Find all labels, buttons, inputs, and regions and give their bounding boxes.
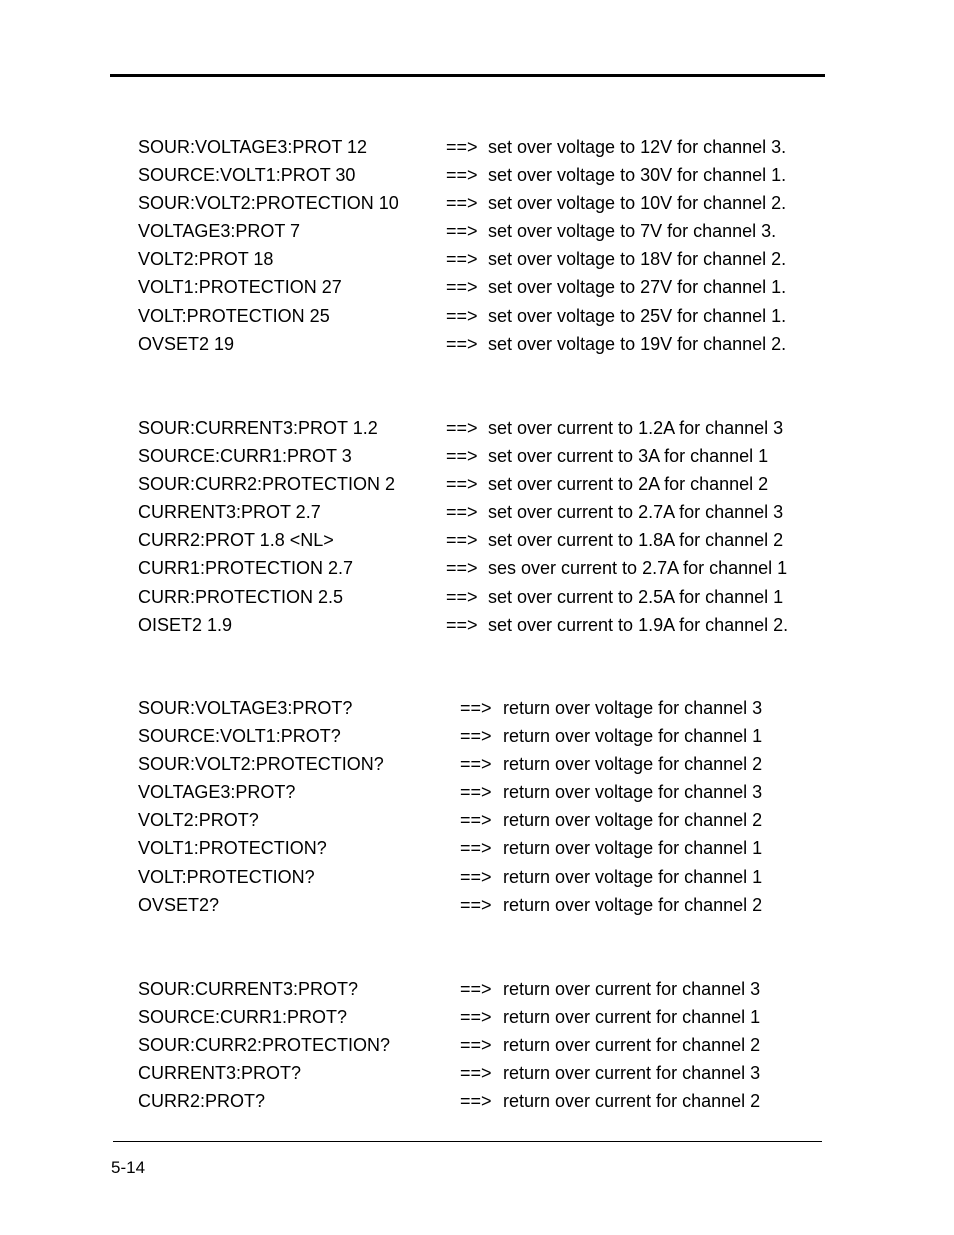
- command-row: [0, 867, 954, 895]
- command-description: set over current to 2.7A for channel 3: [488, 502, 784, 523]
- command-row: [0, 474, 954, 502]
- command-description: set over current to 1.9A for channel 2.: [488, 614, 789, 635]
- command-text: VOLT:PROTECTION 25: [138, 305, 330, 326]
- command-text: VOLT:PROTECTION?: [138, 866, 315, 887]
- command-row: [0, 306, 954, 334]
- command-text: VOLTAGE3:PROT?: [138, 782, 296, 803]
- arrow-symbol: ==>: [460, 838, 492, 859]
- command-description: return over voltage for channel 1: [503, 726, 763, 747]
- command-description: return over current for channel 1: [503, 1007, 761, 1028]
- arrow-symbol: ==>: [446, 165, 478, 186]
- command-row: [0, 615, 954, 643]
- command-row: [0, 782, 954, 810]
- command-row: [0, 249, 954, 277]
- over-voltage-query-section: [0, 698, 954, 923]
- command-row: [0, 1063, 954, 1091]
- arrow-symbol: ==>: [460, 894, 492, 915]
- page-number: 5-14: [111, 1158, 146, 1177]
- command-row: [0, 277, 954, 305]
- command-description: set over current to 3A for channel 1: [488, 446, 769, 467]
- arrow-symbol: ==>: [460, 1091, 492, 1112]
- command-description: return over current for channel 2: [503, 1035, 761, 1056]
- command-text: CURRENT3:PROT 2.7: [138, 502, 321, 523]
- command-row: [0, 810, 954, 838]
- arrow-symbol: ==>: [446, 586, 478, 607]
- command-text: SOUR:CURR2:PROTECTION 2: [138, 474, 396, 495]
- command-row: [0, 446, 954, 474]
- arrow-symbol: ==>: [446, 221, 478, 242]
- arrow-symbol: ==>: [460, 866, 492, 887]
- command-row: [0, 1007, 954, 1035]
- command-text: SOUR:CURR2:PROTECTION?: [138, 1035, 391, 1056]
- arrow-symbol: ==>: [460, 754, 492, 775]
- arrow-symbol: ==>: [460, 1063, 492, 1084]
- over-voltage-set-section: [0, 137, 954, 362]
- command-text: SOUR:VOLT2:PROTECTION?: [138, 754, 384, 775]
- command-description: return over voltage for channel 1: [503, 866, 763, 887]
- command-text: SOURCE:VOLT1:PROT?: [138, 726, 341, 747]
- arrow-symbol: ==>: [446, 193, 478, 214]
- arrow-symbol: ==>: [460, 1035, 492, 1056]
- command-description: return over voltage for channel 1: [503, 838, 763, 859]
- command-row: [0, 754, 954, 782]
- arrow-symbol: ==>: [446, 137, 478, 157]
- arrow-symbol: ==>: [460, 726, 492, 747]
- arrow-symbol: ==>: [446, 277, 478, 298]
- command-text: SOUR:CURRENT3:PROT 1.2: [138, 418, 378, 438]
- command-description: return over voltage for channel 2: [503, 894, 763, 915]
- command-description: set over voltage to 10V for channel 2.: [488, 193, 787, 214]
- command-text: VOLT2:PROT 18: [138, 249, 274, 270]
- command-row: [0, 698, 954, 726]
- arrow-symbol: ==>: [460, 782, 492, 803]
- arrow-symbol: ==>: [446, 558, 478, 579]
- command-row: [0, 530, 954, 558]
- command-text: SOURCE:VOLT1:PROT 30: [138, 165, 356, 186]
- header-rule: [110, 74, 825, 77]
- command-description: set over voltage to 18V for channel 2.: [488, 249, 787, 270]
- command-row: [0, 165, 954, 193]
- command-text: CURR1:PROTECTION 2.7: [138, 558, 354, 579]
- command-description: set over voltage to 30V for channel 1.: [488, 165, 787, 186]
- command-text: VOLT2:PROT?: [138, 810, 259, 831]
- command-text: VOLTAGE3:PROT 7: [138, 221, 301, 242]
- command-row: [0, 979, 954, 1007]
- command-text: SOURCE:CURR1:PROT 3: [138, 446, 352, 467]
- over-current-set-section: [0, 418, 954, 643]
- arrow-symbol: ==>: [460, 979, 492, 999]
- command-row: [0, 726, 954, 754]
- command-row: [0, 418, 954, 446]
- command-description: set over voltage to 7V for channel 3.: [488, 221, 777, 242]
- command-text: SOUR:CURRENT3:PROT?: [138, 979, 359, 999]
- command-row: [0, 334, 954, 362]
- command-row: [0, 1091, 954, 1119]
- command-text: CURRENT3:PROT?: [138, 1063, 302, 1084]
- command-text: VOLT1:PROTECTION?: [138, 838, 327, 859]
- command-row: [0, 137, 954, 165]
- command-text: OISET2 1.9: [138, 614, 233, 635]
- command-text: SOUR:VOLTAGE3:PROT?: [138, 698, 353, 718]
- command-description: return over voltage for channel 2: [503, 810, 763, 831]
- command-row: [0, 895, 954, 923]
- over-current-query-section: [0, 979, 954, 1119]
- command-description: set over voltage to 12V for channel 3.: [488, 137, 787, 157]
- command-description: return over current for channel 3: [503, 1063, 761, 1084]
- command-description: set over current to 1.2A for channel 3: [488, 418, 784, 438]
- command-text: CURR:PROTECTION 2.5: [138, 586, 344, 607]
- command-description: return over current for channel 3: [503, 979, 761, 999]
- arrow-symbol: ==>: [446, 614, 478, 635]
- arrow-symbol: ==>: [446, 474, 478, 495]
- command-row: [0, 1035, 954, 1063]
- command-description: set over voltage to 19V for channel 2.: [488, 333, 787, 354]
- command-description: set over current to 2.5A for channel 1: [488, 586, 784, 607]
- command-row: [0, 221, 954, 249]
- command-text: SOURCE:CURR1:PROT?: [138, 1007, 348, 1028]
- command-description: set over current to 2A for channel 2: [488, 474, 769, 495]
- command-text: OVSET2 19: [138, 333, 235, 354]
- command-text: SOUR:VOLT2:PROTECTION 10: [138, 193, 399, 214]
- arrow-symbol: ==>: [446, 305, 478, 326]
- arrow-symbol: ==>: [446, 502, 478, 523]
- command-row: [0, 502, 954, 530]
- arrow-symbol: ==>: [460, 1007, 492, 1028]
- command-text: SOUR:VOLTAGE3:PROT 12: [138, 137, 368, 157]
- command-description: return over voltage for channel 2: [503, 754, 763, 775]
- arrow-symbol: ==>: [460, 698, 492, 718]
- command-text: VOLT1:PROTECTION 27: [138, 277, 342, 298]
- footer-rule: [113, 1141, 822, 1142]
- command-row: [0, 558, 954, 586]
- command-row: [0, 838, 954, 866]
- arrow-symbol: ==>: [446, 249, 478, 270]
- command-row: [0, 587, 954, 615]
- command-description: return over current for channel 2: [503, 1091, 761, 1112]
- command-text: CURR2:PROT?: [138, 1091, 266, 1112]
- arrow-symbol: ==>: [446, 530, 478, 551]
- command-description: ses over current to 2.7A for channel 1: [488, 558, 788, 579]
- arrow-symbol: ==>: [460, 810, 492, 831]
- command-description: set over current to 1.8A for channel 2: [488, 530, 784, 551]
- command-description: set over voltage to 27V for channel 1.: [488, 277, 787, 298]
- command-text: CURR2:PROT 1.8 <NL>: [138, 530, 334, 551]
- command-text: OVSET2?: [138, 894, 220, 915]
- command-row: [0, 193, 954, 221]
- command-description: return over voltage for channel 3: [503, 698, 763, 718]
- arrow-symbol: ==>: [446, 418, 478, 438]
- command-description: set over voltage to 25V for channel 1.: [488, 305, 787, 326]
- arrow-symbol: ==>: [446, 446, 478, 467]
- arrow-symbol: ==>: [446, 333, 478, 354]
- command-description: return over voltage for channel 3: [503, 782, 763, 803]
